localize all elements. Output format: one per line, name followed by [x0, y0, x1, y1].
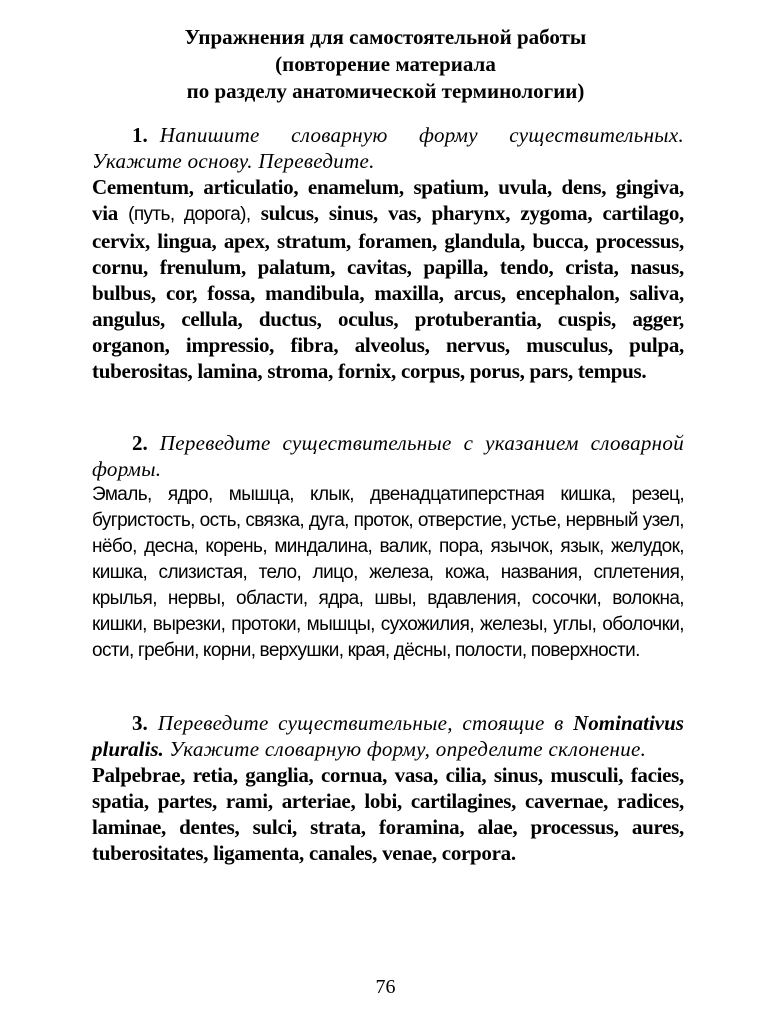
page-number: 76	[375, 976, 396, 998]
section-heading	[0, 24, 771, 105]
exercise-1-number: 1.	[132, 123, 148, 147]
exercise-2-word-list: Эмаль, ядро, мышца, клык, двенадцатиперстная кишка, резец, бугристость, ость, связка, дуга, проток, отверстие, устье, нервный узел, нёбо, десна, корень, миндалина, валик, пора, язычок, язык, желудок, кишка, слизистая, тело, лицо, железа, кожа, названия, сплетения, крылья, нервы, области, ядра, швы, вдавления, сосочки, волокна, кишки, вырезки, протоки, мышцы, сухожилия, железы, углы, оболочки, ости, гребни, корни, верхушки, края, дёсны, полости, поверхности.	[92, 484, 684, 661]
exercise-3-instruction-text-1: Переведите существительные, стоящие в	[157, 711, 564, 735]
exercise-2-instruction	[92, 430, 684, 482]
exercise-1-gloss: (путь, дорога),	[128, 204, 251, 225]
exercise-3-instruction-text-2: Укажите словарную форму, определите склонение.	[169, 737, 647, 761]
heading-line-2: (повторение материала	[275, 52, 496, 76]
heading-line-3: по разделу анатомической терминологии)	[186, 79, 585, 103]
exercise-1-words-part-2: sulcus, sinus, vas, pharynx, zygoma, cartilago, cervix, lingua, apex, stratum, foramen, glandula, bucca, processus, cornu, frenulum, palatum, cavitas, papilla, tendo, crista, nasus, bulbus, cor, fossa, mandibula, maxilla, arcus, encephalon, saliva, angulus, cellula, ductus, oculus, protuberantia, cuspis, agger, organon, impressio, fibra, alveolus, nervus, musculus, pulpa, tuberositas, lamina, stroma, fornix, corpus, porus, pars, tempus.	[92, 201, 685, 383]
exercise-3-number: 3.	[132, 711, 148, 735]
exercise-1-instruction-text: Напишите словарную форму существительных. Укажите основу. Переведите.	[92, 123, 684, 173]
exercise-2-instruction-text: Переведите существительные с указанием словарной формы.	[92, 431, 684, 481]
exercise-3	[92, 710, 684, 866]
exercise-3-term: Nominativus pluralis.	[92, 711, 684, 761]
exercise-3-instruction	[92, 710, 684, 762]
exercise-3-word-list: Palpebrae, retia, ganglia, cornua, vasa, cilia, sinus, musculi, facies, spatia, partes, rami, arteriae, lobi, cartilagines, cavernae, radices, laminae, dentes, sulci, strata, foramina, alae, processus, aures, tuberositates, ligamenta, canales, venae, corpora.	[92, 763, 684, 865]
exercise-1	[92, 122, 684, 384]
exercise-2-number: 2.	[132, 431, 148, 455]
heading-line-1: Упражнения для самостоятельной работы	[184, 25, 587, 49]
exercise-1-words-part-1: Cementum, articulatio, enamelum, spatium, uvula, dens, gingiva, via	[92, 175, 684, 225]
exercise-1-instruction	[92, 122, 684, 174]
exercise-2	[92, 430, 684, 664]
exercise-1-word-list	[92, 174, 684, 384]
